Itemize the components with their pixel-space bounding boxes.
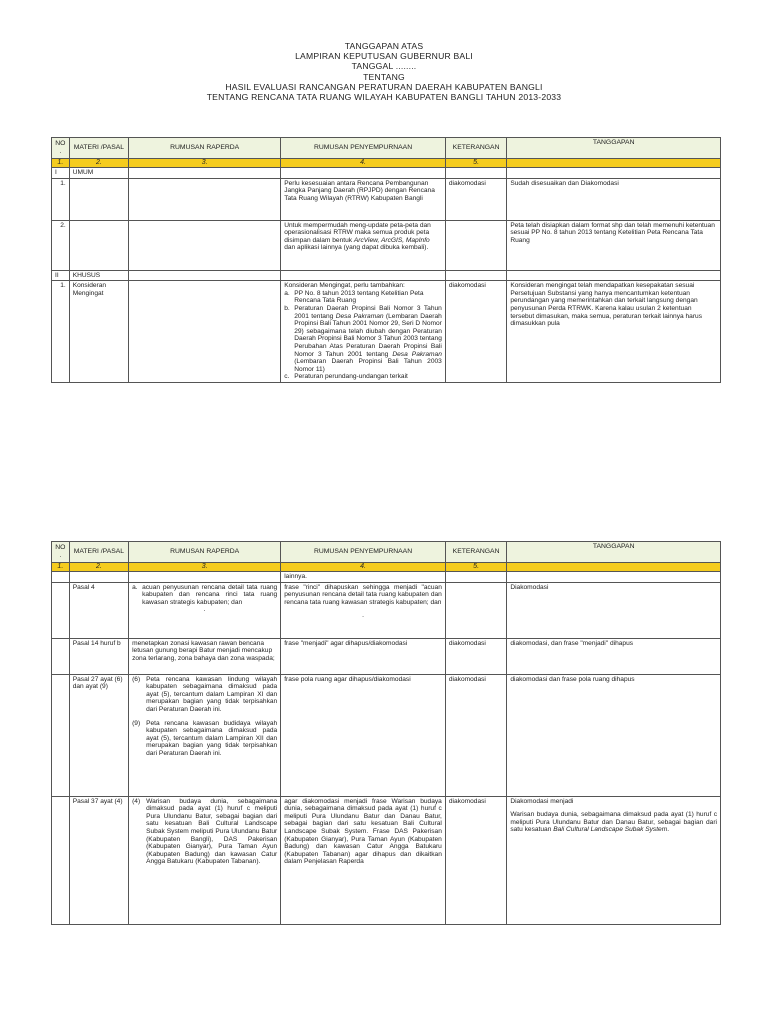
continuation-row — [52, 572, 721, 583]
table-header-row — [52, 542, 721, 563]
section-row-umum — [52, 168, 721, 179]
penyempurnaan-cell: frase "menjadi" agar dihapus/diakomodasi — [281, 638, 446, 674]
keterangan-cell: diakomodasi — [445, 281, 506, 383]
col-header-rumusan: RUMUSAN RAPERDA — [129, 542, 281, 563]
col-number: 5. — [445, 563, 506, 572]
table-row — [52, 281, 721, 383]
rumusan-cell: a. acuan penyusunan rencana detail tata ruang kabupaten dan rencana rinci tata ruang kawasan strategis kabupaten; dan . — [129, 582, 281, 638]
col-number: 2. — [69, 563, 128, 572]
header-line-1: TANGGAPAN ATAS — [344, 41, 424, 51]
col-number: 3. — [129, 159, 281, 168]
table-header-row — [52, 138, 721, 159]
tanggapan-cell: Sudah disesuaikan dan Diakomodasi — [507, 178, 721, 220]
penyempurnaan-cell: frase "rinci" dihapuskan sehingga menjadi "acuan penyusunan rencana detail tata ruang kabupaten dan rencana tata ruang kawasan strategis kabupaten; dan . — [281, 582, 446, 638]
penyempurnaan-cell: Perlu kesesuaian antara Rencana Pembangunan Jangka Panjang Daerah (RPJPD) dengan Rencana Tata Ruang Wilayah (RTRW) Kabupaten Bangli — [281, 178, 446, 220]
col-header-no: NO . — [52, 542, 70, 563]
materi-cell: Konsideran Mengingat — [69, 281, 128, 383]
tanggapan-cell: diakomodasi dan frase pola ruang dihapus — [507, 674, 721, 796]
materi-cell: Pasal 14 huruf b — [69, 638, 128, 674]
document-header — [0, 41, 768, 102]
table-row — [52, 796, 721, 924]
col-header-materi: MATERI /PASAL — [69, 138, 128, 159]
col-header-penyempurnaan: RUMUSAN PENYEMPURNAAN — [281, 138, 446, 159]
col-number: 3. — [129, 563, 281, 572]
col-number: 4. — [281, 159, 446, 168]
tanggapan-cell: diakomodasi, dan frase "menjadi" dihapus — [507, 638, 721, 674]
col-header-keterangan: KETERANGAN — [445, 542, 506, 563]
software-names: ArcView, ArcGIS, MapInfo — [353, 236, 430, 244]
keterangan-cell: diakomodasi — [445, 178, 506, 220]
row-number: 1. — [52, 281, 70, 383]
col-header-tanggapan: TANGGAPAN — [507, 138, 721, 159]
table-row — [52, 674, 721, 796]
row-number: 2. — [52, 220, 70, 270]
tanggapan-cell: Diakomodasi — [507, 582, 721, 638]
penyempurnaan-cell: agar diakomodasi menjadi frase Warisan budaya dunia, sebagaimana dimaksud pada ayat (1) huruf c meliputi Pura Ulundanu Batur dan Danau Batur, sebagai bagian dari satu kesatuan Bali Cultural Landscape Subak System. Frase DAS Pakerisan (Kabupaten Gianyar), Pura Taman Ayun (Kabupaten Badung) dan kawasan Catur Angga Batukaru (Kabupaten Tabanan) agar dihapus dan dikaitkan dalam Penjelasan Raperda — [281, 796, 446, 924]
col-header-keterangan: KETERANGAN — [445, 138, 506, 159]
col-header-penyempurnaan: RUMUSAN PENYEMPURNAAN — [281, 542, 446, 563]
header-line-3: TANGGAL ........ — [351, 61, 417, 72]
column-number-row — [52, 159, 721, 168]
col-header-materi: MATERI /PASAL — [69, 542, 128, 563]
header-line-6: TENTANG RENCANA TATA RUANG WILAYAH KABUPATEN BANGLI TAHUN 2013-2033 — [206, 92, 562, 103]
materi-cell: Pasal 27 ayat (6) dan ayat (9) — [69, 674, 128, 796]
col-number-empty — [507, 159, 721, 168]
penyempurnaan-cell: frase pola ruang agar dihapus/diakomodasi — [281, 674, 446, 796]
keterangan-cell: diakomodasi — [445, 674, 506, 796]
col-number: 4. — [281, 563, 446, 572]
table-row — [52, 582, 721, 638]
col-number: 2. — [69, 159, 128, 168]
penyempurnaan-cell: Konsideran Mengingat, perlu tambahkan: a. PP No. 8 tahun 2013 tentang Ketelitian Peta Rencana Tata Ruang b. Peraturan Daerah Propinsi Bali Nomor 3 Tahun 2001 tentang Desa Pakraman (Lembaran Daerah Propinsi Bali Tahun 2001 Nomor 29, Seri D Nomor 29) sebagaimana telah diubah dengan Peraturan Daerah Propinsi Bali Nomor 3 Tahun 2003 tentang Perubahan Atas Peraturan Daerah Propinsi Bali Nomor 3 Tahun 2001 tentang Desa Pakraman (Lembaran Daerah Propinsi Bali Tahun 2003 Nomor 11) c. Peraturan perundang-undangan terkait — [281, 281, 446, 383]
section-number: I — [52, 168, 70, 179]
col-number-empty — [507, 563, 721, 572]
section-title: UMUM — [69, 168, 128, 179]
section-row-khusus — [52, 270, 721, 281]
evaluation-table-1 — [51, 137, 721, 383]
rumusan-cell: menetapkan zonasi kawasan rawan bencana letusan gunung berapi Batur menjadi mencakup zona terlarang, zona bahaya dan zona waspada; — [129, 638, 281, 674]
col-number: 5. — [445, 159, 506, 168]
col-header-tanggapan: TANGGAPAN — [507, 542, 721, 563]
col-number: 1. — [52, 563, 70, 572]
tanggapan-cell: Peta telah disiapkan dalam format shp dan telah memenuhi ketentuan sesuai PP No. 8 tahun 2013 tentang Ketelitian Peta Rencana Tata Ruang — [507, 220, 721, 270]
materi-cell: Pasal 37 ayat (4) — [69, 796, 128, 924]
col-header-no: NO . — [52, 138, 70, 159]
keterangan-cell: diakomodasi — [445, 796, 506, 924]
section-number: II — [52, 270, 70, 281]
table-row — [52, 220, 721, 270]
header-line-5: HASIL EVALUASI RANCANGAN PERATURAN DAERAH KABUPATEN BANGLI — [225, 81, 543, 92]
keterangan-cell: diakomodasi — [445, 638, 506, 674]
column-number-row — [52, 563, 721, 572]
col-header-rumusan: RUMUSAN RAPERDA — [129, 138, 281, 159]
continued-text: lainnya. — [281, 572, 446, 583]
table-row — [52, 638, 721, 674]
header-line-2: LAMPIRAN KEPUTUSAN GUBERNUR BALI — [295, 51, 473, 62]
evaluation-table-2 — [51, 541, 721, 925]
col-number: 1. — [52, 159, 70, 168]
tanggapan-cell: Diakomodasi menjadi Warisan budaya dunia, sebagaimana dimaksud pada ayat (1) huruf c meliputi Pura Ulundanu Batur dan Danau Batur, sebagai bagian dari satu kesatuan Bali Cultural Landscape Subak System. — [507, 796, 721, 924]
header-line-4: TENTANG — [363, 71, 405, 82]
section-title: KHUSUS — [69, 270, 128, 281]
row-number: 1. — [52, 178, 70, 220]
tanggapan-cell: Konsideran mengingat telah mendapatkan kesepakatan sesuai Persetujuan Substansi yang hanya mencantumkan ketentuan perundangan yang memerintahkan dan terkait langsung dengan penyusunan Perda RTRWK. Karena kalau usulan 2 ketentuan tersebut dimasukan, maka semua, peraturan terkait lainnya harus dimasukkan pula — [507, 281, 721, 383]
table-row — [52, 178, 721, 220]
materi-cell: Pasal 4 — [69, 582, 128, 638]
penyempurnaan-cell: Untuk mempermudah meng-update peta-peta dan operasionalisasi RTRW maka semua produk peta disimpan dalam bentuk ArcView, ArcGIS, MapInfo dan aplikasi lainnya (yang dapat dibuka kembali). — [281, 220, 446, 270]
rumusan-cell: (6) Peta rencana kawasan lindung wilayah kabupaten sebagaimana dimaksud pada ayat (5), tercantum dalam Lampiran XI dan merupakan bagian yang tidak terpisahkan dari Peraturan Daerah ini. (9) Peta rencana kawasan budidaya wilayah kabupaten sebagaimana dimaksud pada ayat (5), tercantum dalam Lampiran XII dan merupakan bagian yang tidak terpisahkan dari Peraturan Daerah ini. — [129, 674, 281, 796]
rumusan-cell: (4) Warisan budaya dunia, sebagaimana dimaksud pada ayat (1) huruf c meliputi Pura Ulundanu Batur, sebagai bagian dari satu kesatuan Bali Cultural Landscape Subak System meliputi Pura Ulundanu Batur (Kabupaten Bangli), DAS Pakerisan (Kabupaten Gianyar), Pura Taman Ayun (Kabupaten Badung) dan kawasan Catur Angga Batukaru (Kabupaten Tabanan). — [129, 796, 281, 924]
